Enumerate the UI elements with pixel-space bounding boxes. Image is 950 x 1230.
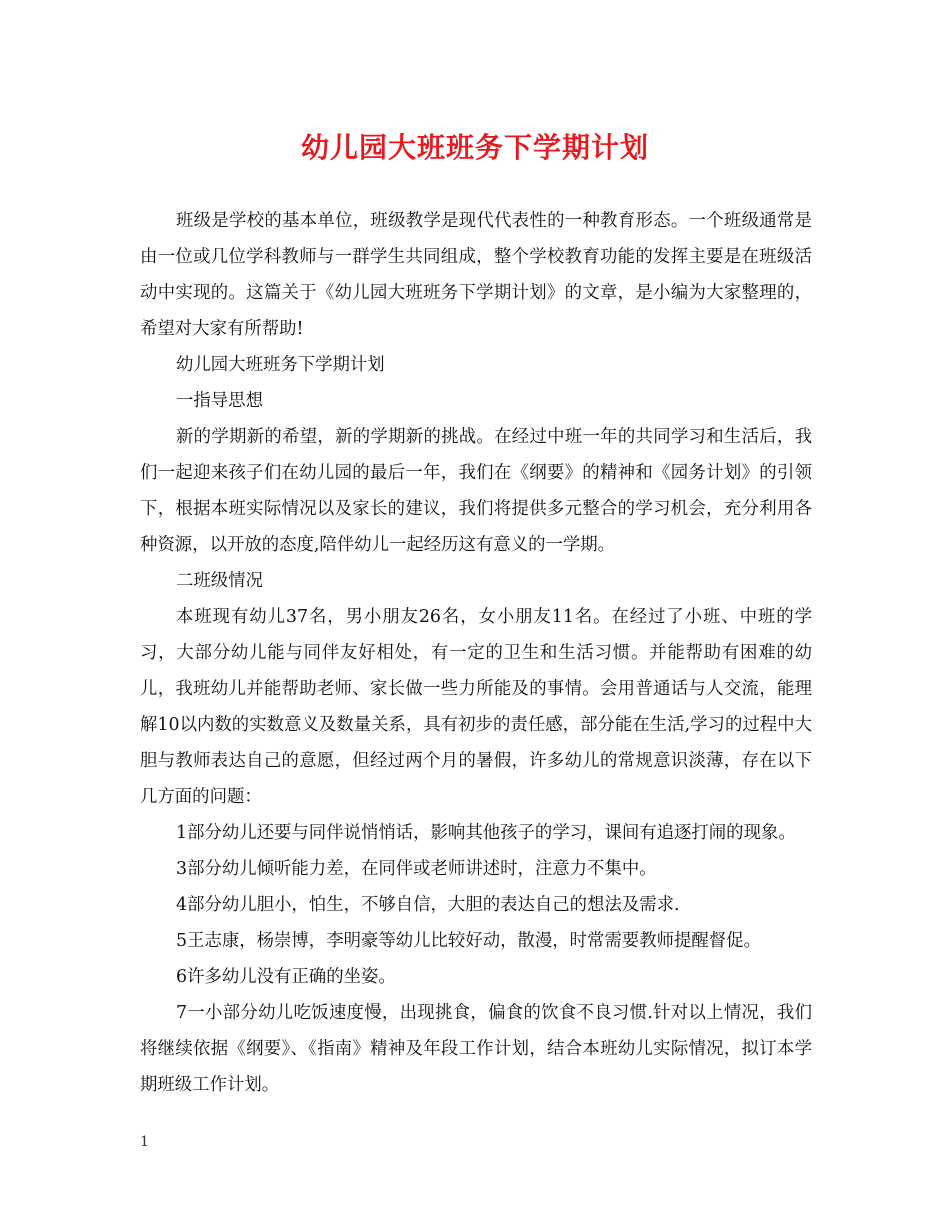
class-situation-paragraph: 本班现有幼儿37名，男小朋友26名，女小朋友11名。在经过了小班、中班的学习，大部分幼儿能与同伴友好相处，有一定的卫生和生活习惯。并能帮助有困难的幼儿，我班幼儿并能帮助老师、家长做一些力所能及的事情。会用普通话与人交流，能理解10以内数的实数意义及数量关系，具有初步的责任感，部分能在生活,学习的过程中大胆与教师表达自己的意愿，但经过两个月的暑假，许多幼儿的常规意识淡薄，存在以下几方面的问题： [140,607,812,807]
issue-item-3: 3部分幼儿倾听能力差，在同伴或老师讲述时，注意力不集中。 [176,859,657,879]
issue-item-7: 7一小部分幼儿吃饭速度慢，出现挑食，偏食的饮食不良习惯.针对以上情况，我们将继续依据《纲要》、《指南》精神及年段工作计划，结合本班幼儿实际情况，拟订本学期班级工作计划。 [140,1003,812,1095]
page-number: 1 [140,1134,149,1150]
issue-item-5: 5王志康，杨崇博，李明豪等幼儿比较好动，散漫，时常需要教师提醒督促。 [176,931,761,951]
issue-item-1: 1部分幼儿还要与同伴说悄悄话，影响其他孩子的学习，课间有追逐打闹的现象。 [176,823,796,843]
issue-item-6: 6许多幼儿没有正确的坐姿。 [176,967,396,987]
document-body [140,203,812,1103]
section-heading-guiding-ideology: 一指导思想 [176,391,263,411]
section-heading-class-situation: 二班级情况 [176,571,263,591]
guiding-ideology-paragraph: 新的学期新的希望，新的学期新的挑战。在经过中班一年的共同学习和生活后，我们一起迎来孩子们在幼儿园的最后一年，我们在《纲要》的精神和《园务计划》的引领下，根据本班实际情况以及家长的建议，我们将提供多元整合的学习机会，充分利用各种资源，以开放的态度,陪伴幼儿一起经历这有意义的一学期。 [140,427,812,555]
document-title: 幼儿园大班班务下学期计划 [300,131,649,164]
subtitle-paragraph: 幼儿园大班班务下学期计划 [176,355,385,375]
issue-item-4: 4部分幼儿胆小，怕生，不够自信，大胆的表达自己的想法及需求. [176,895,680,915]
intro-paragraph: 班级是学校的基本单位，班级教学是现代代表性的一种教育形态。一个班级通常是由一位或几位学科教师与一群学生共同组成，整个学校教育功能的发挥主要是在班级活动中实现的。这篇关于《幼儿园大班班务下学期计划》的文章，是小编为大家整理的，希望对大家有所帮助! [140,211,812,339]
